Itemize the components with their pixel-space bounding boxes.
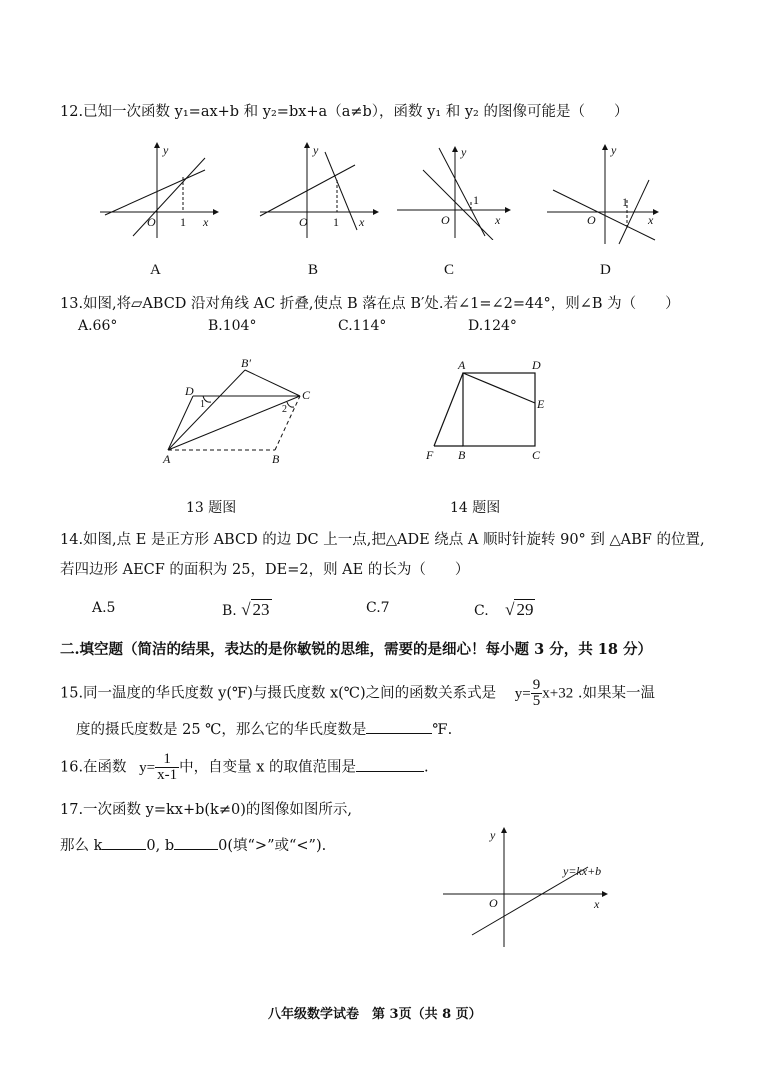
svg-text:x: x: [203, 215, 209, 229]
q14-line2: 若四边形 AECF 的面积为 25，DE=2，则 AE 的长为（ ）: [60, 562, 470, 578]
svg-text:O: O: [587, 213, 596, 227]
q14-sqrt-d: √ 29: [505, 600, 534, 619]
svg-text:1: 1: [180, 215, 186, 229]
fig13-label-2: 2: [282, 404, 287, 415]
q14-sqrt-b: √ 23: [241, 600, 270, 619]
q12-option-c: C: [444, 262, 455, 278]
q13-option-d: D.124°: [468, 318, 517, 334]
q15-line2: 度的摄氏度数是 25 ℃，那么它的华氏度数是 ℉.: [76, 718, 452, 739]
fig14-label-c: C: [532, 448, 541, 462]
fig14-label-e: E: [537, 397, 545, 411]
svg-text:x: x: [495, 213, 501, 227]
fig13-label-d: D: [185, 384, 194, 398]
figure-13: [155, 355, 325, 470]
fig13-label-b: B: [272, 452, 280, 466]
q12-option-a: A: [150, 262, 161, 278]
q12-option-d: D: [600, 262, 611, 278]
svg-text:1: 1: [622, 195, 628, 209]
fig13-label-1: 1: [200, 399, 205, 410]
page-footer: 八年级数学试卷 第 3页（共 8 页）: [268, 1007, 482, 1022]
fig13-label-bprime: B′: [241, 356, 251, 370]
q14-option-c: C.7: [366, 600, 390, 616]
figure-13-caption: 13 题图: [186, 500, 237, 516]
q16-line: 16.在函数 y= $\frac{1}{x-1}$ 中，自变量 x 的取值范围是 .: [60, 751, 429, 783]
q12-text: 12.已知一次函数 y₁=ax+b 和 y₂=bx+a（a≠b），函数 y₁ 和 y₂ 的图像可能是（ ）: [60, 104, 629, 120]
q14-option-d: C. √ 29: [474, 600, 534, 619]
fig13-label-c: C: [302, 388, 311, 402]
q12-graph-b: [255, 140, 380, 240]
fig14-label-f: F: [426, 448, 434, 462]
q15-fraction: $\frac{9}{5}$: [532, 677, 541, 709]
fig13-label-a: A: [163, 452, 171, 466]
q16-fraction: $\frac{1}{x-1}$: [157, 751, 178, 783]
q17-graph: [440, 825, 620, 950]
q12-graph-d: [545, 140, 670, 250]
svg-text:O: O: [299, 215, 308, 229]
q17-line2: 那么 k 0, b 0(填“>”或“<”).: [60, 834, 326, 855]
q13-text: 13.如图,将▱ABCD 沿对角线 AC 折叠,使点 B 落在点 B′处.若∠1=∠2=44°，则∠B 为（ ）: [60, 296, 680, 312]
q14-line1: 14.如图,点 E 是正方形 ABCD 的边 DC 上一点,把△ADE 绕点 A 顺时针旋转 90° 到 △ABF 的位置,: [60, 532, 705, 548]
q17-line-label: y=kx+b: [563, 864, 602, 878]
svg-text:y: y: [611, 143, 617, 157]
q13-option-b: B.104°: [208, 318, 257, 334]
q15-line1: 15.同一温度的华氏度数 y(℉)与摄氏度数 x(℃)之间的函数关系式是 y= $\frac{9}{5}$ x+32 .如果某一温: [60, 677, 655, 709]
svg-text:1: 1: [333, 215, 339, 229]
q12-graph-a: [95, 140, 220, 240]
svg-text:O: O: [441, 213, 450, 227]
q17-origin: O: [489, 896, 498, 910]
q13-option-a: A.66°: [78, 318, 118, 334]
q12-graph-c: [395, 140, 520, 240]
q17-axis-x: x: [594, 897, 600, 911]
figure-14: [420, 355, 560, 470]
q14-option-a: A.5: [92, 600, 116, 616]
q17-blank-b: [174, 835, 218, 850]
svg-text:y: y: [163, 143, 169, 157]
q17-line1: 17.一次函数 y=kx+b(k≠0)的图像如图所示,: [60, 802, 352, 818]
q17-axis-y: y: [490, 828, 496, 842]
svg-text:O: O: [147, 215, 156, 229]
q13-option-c: C.114°: [338, 318, 387, 334]
fig14-label-b: B: [458, 448, 466, 462]
fig14-label-d: D: [532, 358, 541, 372]
q16-answer-blank: [356, 757, 424, 772]
fig14-label-a: A: [458, 358, 466, 372]
section2-title: 二.填空题（简洁的结果，表达的是你敏锐的思维，需要的是细心！每小题 3 分，共 18 分）: [60, 641, 653, 658]
q15-answer-blank: [366, 719, 432, 734]
svg-text:x: x: [359, 215, 365, 229]
q14-option-b: B. √ 23: [222, 600, 270, 619]
q12-option-b: B: [308, 262, 319, 278]
svg-text:y: y: [461, 145, 467, 159]
figure-14-caption: 14 题图: [450, 500, 501, 516]
svg-text:1: 1: [473, 193, 479, 207]
svg-text:x: x: [648, 213, 654, 227]
q17-blank-k: [102, 835, 146, 850]
svg-text:y: y: [313, 143, 319, 157]
